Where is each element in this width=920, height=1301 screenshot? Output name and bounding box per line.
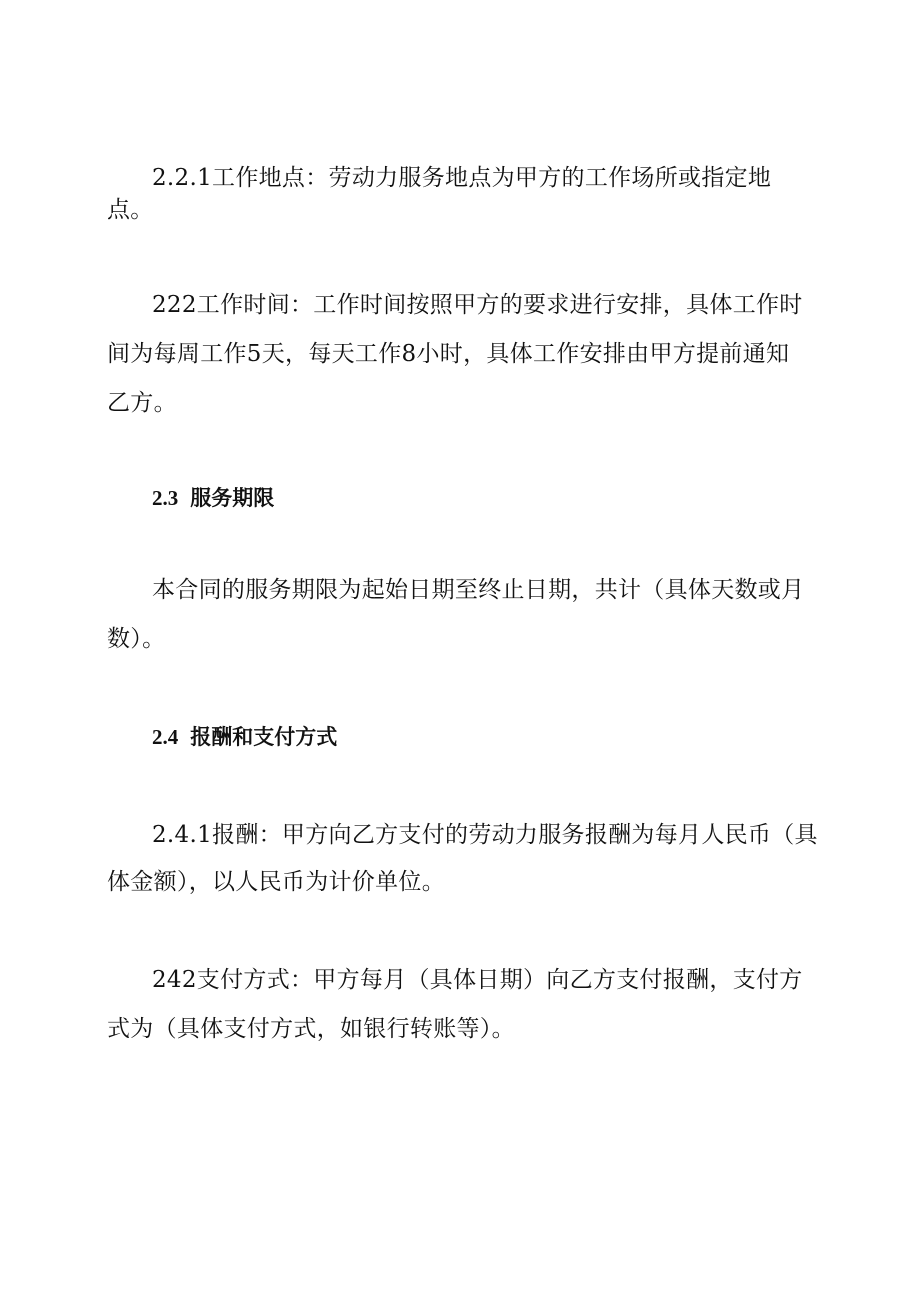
paragraph-2-3-line-2: 数）。 — [107, 626, 166, 652]
paragraph-2-4-2-line-1: 242支付方式：甲方每月（具体日期）向乙方支付报酬，支付方 — [152, 967, 803, 993]
section-heading-2-4 — [152, 723, 337, 751]
paragraph-2-4-1-line-2: 体金额），以人民币为计价单位。 — [107, 869, 445, 895]
paragraph-2-2-2-line-2: 间为每周工作5天，每天工作8小时，具体工作安排由甲方提前通知 — [107, 341, 790, 367]
section-number: 2.3 — [152, 486, 179, 510]
section-title: 服务期限 — [190, 486, 275, 510]
section-heading-2-3 — [152, 484, 274, 512]
paragraph-2-2-1-line-2: 点。 — [107, 197, 154, 223]
section-title: 报酬和支付方式 — [190, 725, 338, 749]
paragraph-2-2-1-line-1: 2.2.1工作地点：劳动力服务地点为甲方的工作场所或指定地 — [152, 165, 772, 191]
paragraph-2-2-2-line-3: 乙方。 — [107, 390, 177, 416]
paragraph-2-4-2-line-2: 式为（具体支付方式，如银行转账等）。 — [107, 1016, 515, 1042]
section-number: 2.4 — [152, 725, 179, 749]
paragraph-2-2-2-line-1: 222工作时间：工作时间按照甲方的要求进行安排，具体工作时 — [152, 292, 803, 318]
paragraph-2-4-1-line-1: 2.4.1报酬：甲方向乙方支付的劳动力服务报酬为每月人民币（具 — [152, 822, 818, 848]
paragraph-2-3-line-1: 本合同的服务期限为起始日期至终止日期，共计（具体天数或月 — [152, 577, 805, 603]
